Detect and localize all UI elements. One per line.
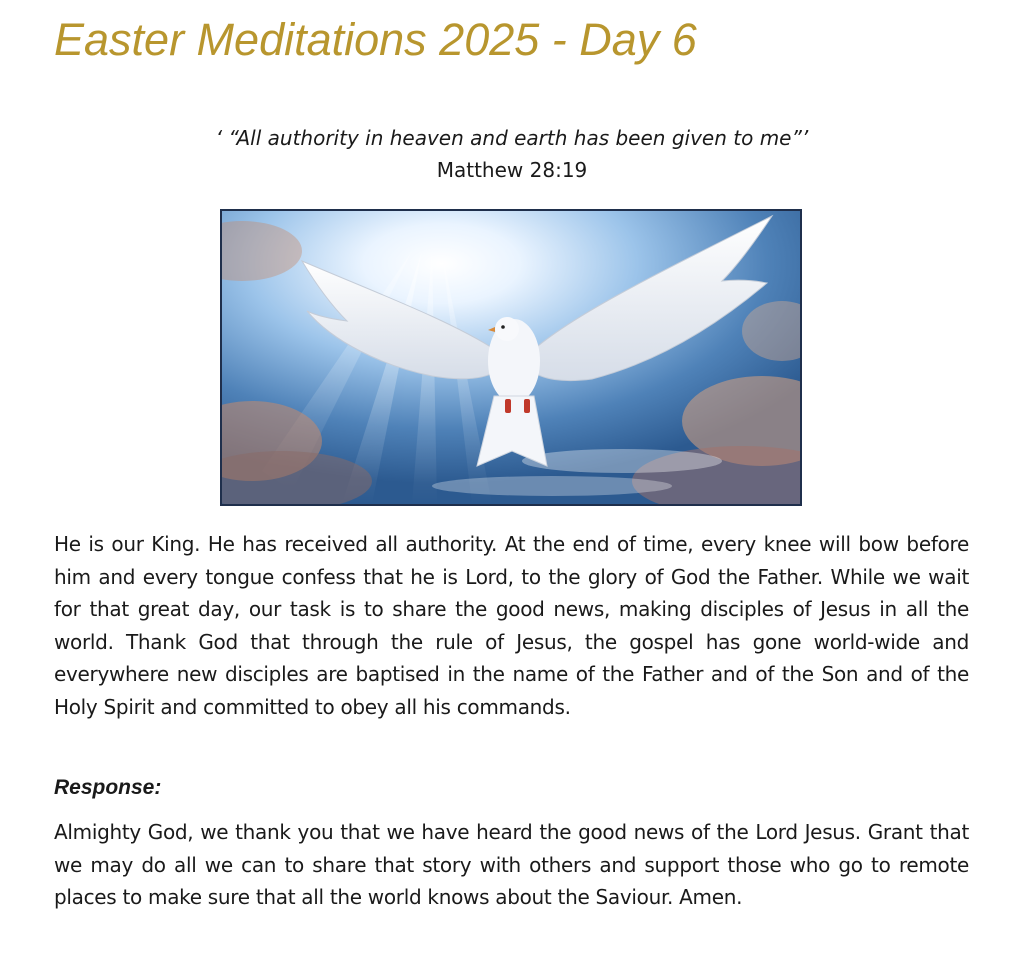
scripture-quote: ‘ “All authority in heaven and earth has been given to me”’ [215, 126, 809, 150]
page-title: Easter Meditations 2025 - Day 6 [54, 14, 697, 65]
white-dove-icon [222, 211, 800, 504]
meditation-paragraph: He is our King. He has received all authority. At the end of time, every knee will bow before him and every tongue confess that he is Lord, to the glory of God the Father. While we wait for that great day, our task is to share the good news, making disciples of Jesus in all the world. Thank God that through the rule of Jesus, the gospel has gone world-wide and everywhere new disciples are baptised in the name of the Father and of the Son and of the Holy Spirit and committed to obey all his commands. [54, 532, 969, 719]
scripture-quote-block [0, 122, 1024, 186]
prayer-paragraph: Almighty God, we thank you that we have heard the good news of the Lord Jesus. Grant that we may do all we can to share that story with others and support those who go to remote places to make sure that all the world knows about the Saviour. Amen. [54, 820, 969, 909]
scripture-reference: Matthew 28:19 [436, 158, 588, 182]
response-heading: Response: [54, 776, 162, 799]
dove-illustration [220, 209, 802, 506]
